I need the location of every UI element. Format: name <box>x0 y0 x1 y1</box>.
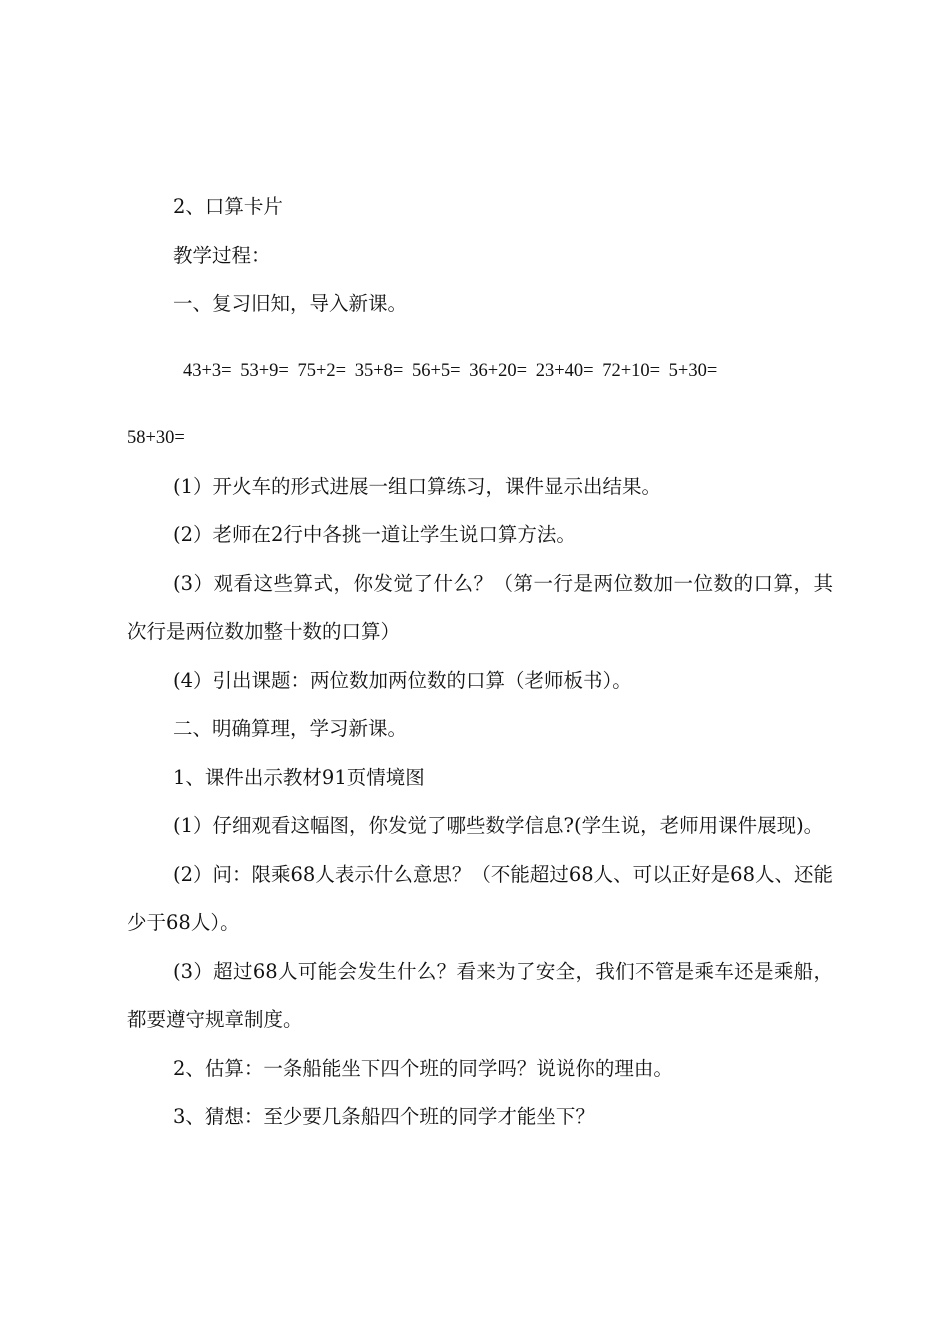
paragraph-step-1: (1）开火车的形式进展一组口算练习，课件显示出结果。 <box>173 474 662 498</box>
paragraph-process-heading: 教学过程： <box>173 243 271 267</box>
paragraph-step-4: (4）引出课题：两位数加两位数的口算（老师板书）。 <box>173 668 632 692</box>
paragraph-estimate: 2、估算：一条船能坐下四个班的同学吗？说说你的理由。 <box>173 1056 673 1080</box>
section-heading-new-lesson: 二、明确算理，学习新课。 <box>173 717 408 740</box>
paragraph-guess: 3、猜想：至少要几条船四个班的同学才能坐下？ <box>173 1105 595 1128</box>
paragraph-observe: (1）仔细观看这幅图，你发觉了哪些数学信息?(学生说，老师用课件展现)。 <box>173 814 824 837</box>
formula-row-continued: 58+30= <box>127 428 185 448</box>
section-heading-review: 一、复习旧知，导入新课。 <box>173 292 408 315</box>
formula-row: 43+3= 53+9= 75+2= 35+8= 56+5= 36+20= 23+40= 72+10= 5+30= <box>183 361 718 381</box>
paragraph-step-2: (2）老师在2行中各挑一道让学生说口算方法。 <box>173 523 576 546</box>
document-page <box>127 183 833 1142</box>
paragraph-courseware: 1、课件出示教材91页情境图 <box>173 765 425 789</box>
paragraph-step-3: (3）观看这些算式，你发觉了什么？（第一行是两位数加一位数的口算，其次行是两位数加整十数的口算） <box>127 571 833 643</box>
paragraph-teaching-aid: 2、口算卡片 <box>173 195 283 218</box>
paragraph-question: (2）问：限乘68人表示什么意思？（不能超过68人、可以正好是68人、还能少于68人）。 <box>127 862 833 934</box>
paragraph-safety: (3）超过68人可能会发生什么？看来为了安全，我们不管是乘车还是乘船，都要遵守规章制度。 <box>127 959 833 1031</box>
